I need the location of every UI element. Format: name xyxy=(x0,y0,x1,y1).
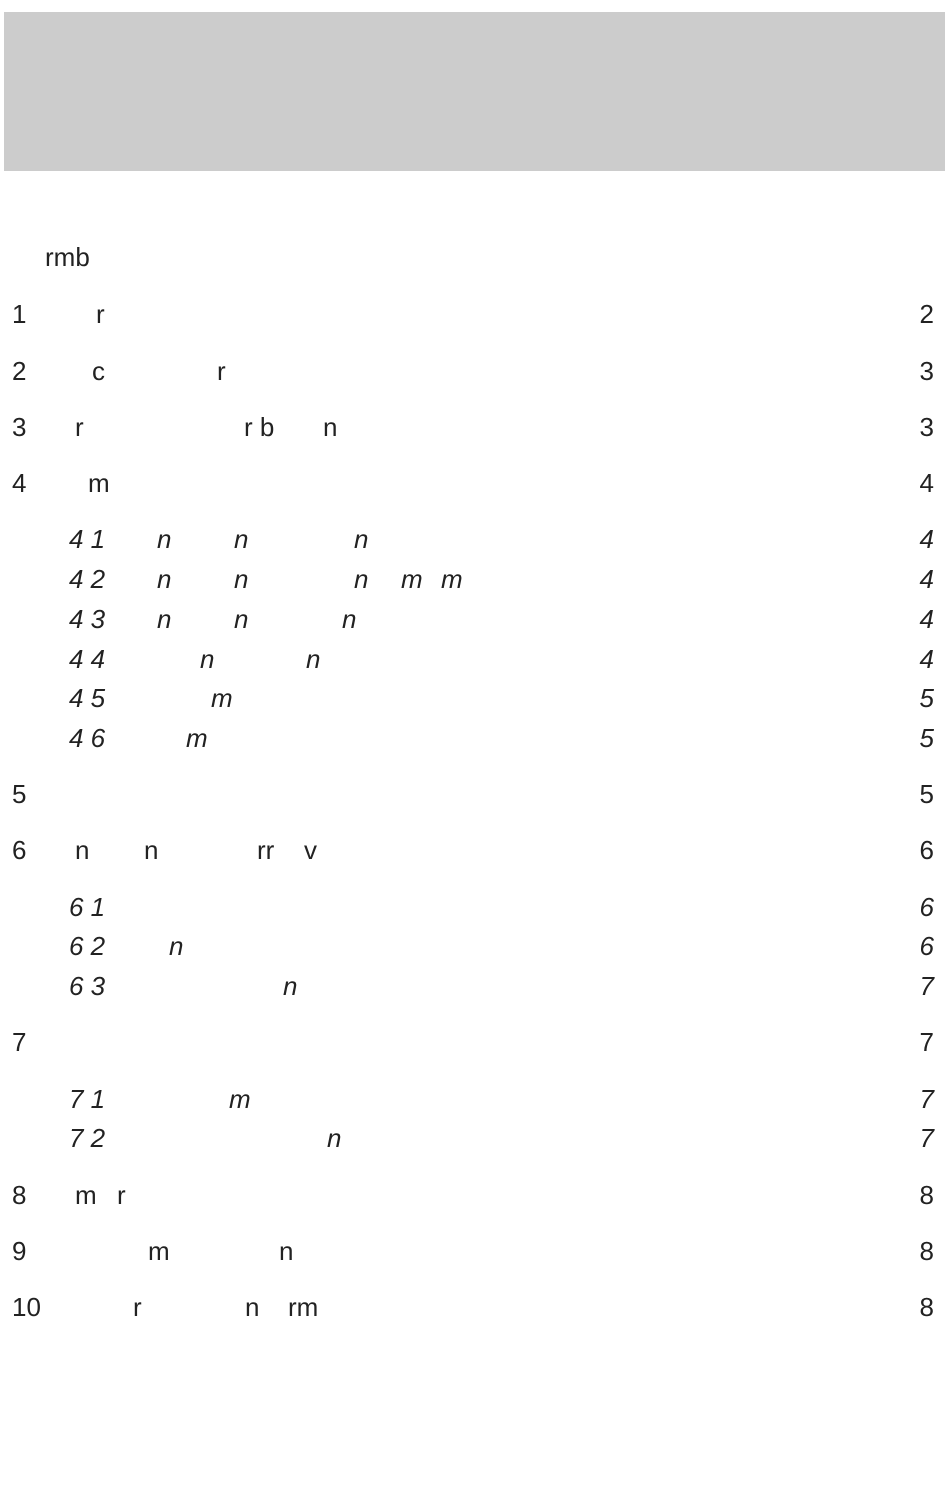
toc-entry[interactable] xyxy=(0,833,950,867)
toc-entry-text: n xyxy=(323,412,338,442)
toc-entry-text: m xyxy=(148,1236,170,1266)
toc-page-number: 4 xyxy=(919,468,934,498)
toc-entry[interactable] xyxy=(0,1178,950,1212)
toc-entry-text: n xyxy=(157,524,172,554)
toc-entry-number: 4 2 xyxy=(69,564,106,594)
toc-entry-text: n xyxy=(306,644,321,674)
toc-page-number: 7 xyxy=(919,1123,934,1153)
toc-entry-number: 7 xyxy=(12,1027,27,1057)
toc-entry-text: n xyxy=(144,835,159,865)
toc-entry-text: m xyxy=(441,564,463,594)
toc-entry-text: r xyxy=(133,1292,142,1322)
toc-page-number: 7 xyxy=(919,971,934,1001)
toc-entry-text: r xyxy=(75,412,84,442)
toc-entry-number: 2 xyxy=(12,356,27,386)
toc-entry-text: n xyxy=(200,644,215,674)
toc-subentry[interactable] xyxy=(0,1121,950,1155)
toc-entry-text: n xyxy=(157,564,172,594)
toc-subentry[interactable] xyxy=(0,681,950,715)
toc-subentry[interactable] xyxy=(0,1082,950,1116)
toc-entry-text: n xyxy=(157,604,172,634)
toc-title: rmb xyxy=(45,242,90,272)
toc-entry-text: c xyxy=(92,356,105,386)
header-band xyxy=(4,12,945,171)
toc-entry-text: r xyxy=(117,1180,126,1210)
toc-entry-text: r xyxy=(217,356,226,386)
toc-entry-number: 4 3 xyxy=(69,604,106,634)
toc-entry[interactable] xyxy=(0,410,950,444)
toc-page-number: 8 xyxy=(919,1292,934,1322)
toc-subentry[interactable] xyxy=(0,890,950,924)
toc-page-number: 2 xyxy=(919,299,934,329)
toc-entry-number: 1 xyxy=(12,299,27,329)
toc-page-number: 8 xyxy=(919,1236,934,1266)
toc-page-number: 6 xyxy=(919,835,934,865)
toc-entry-text: n xyxy=(354,524,369,554)
toc-entry-number: 7 1 xyxy=(69,1084,106,1114)
toc-entry-text: n xyxy=(342,604,357,634)
toc-subentry[interactable] xyxy=(0,522,950,556)
toc-entry-text: n xyxy=(245,1292,260,1322)
toc-page-number: 4 xyxy=(919,604,934,634)
toc-subentry[interactable] xyxy=(0,721,950,755)
toc-entry-text: n xyxy=(234,524,249,554)
toc-entry-text: m xyxy=(211,683,233,713)
toc-entry-number: 6 2 xyxy=(69,931,106,961)
toc-entry-text: n xyxy=(75,835,90,865)
toc-entry-text: n xyxy=(327,1123,342,1153)
toc-subentry[interactable] xyxy=(0,969,950,1003)
toc-entry[interactable] xyxy=(0,1290,950,1324)
toc-subentry[interactable] xyxy=(0,602,950,636)
toc-page-number: 5 xyxy=(919,779,934,809)
toc-entry-text: rm xyxy=(288,1292,319,1322)
toc-entry[interactable] xyxy=(0,1025,950,1059)
toc-page-number: 4 xyxy=(919,564,934,594)
toc-entry-number: 4 5 xyxy=(69,683,106,713)
toc-page-number: 7 xyxy=(919,1027,934,1057)
toc-entry-number: 6 xyxy=(12,835,27,865)
toc-entry-text: n xyxy=(283,971,298,1001)
toc-entry-number: 4 xyxy=(12,468,27,498)
toc-entry-text: n xyxy=(234,604,249,634)
toc-page-number: 8 xyxy=(919,1180,934,1210)
toc-entry-text: n xyxy=(234,564,249,594)
toc-page-number: 4 xyxy=(919,644,934,674)
toc-entry-text: m xyxy=(186,723,208,753)
toc-page-number: 4 xyxy=(919,524,934,554)
toc-entry[interactable] xyxy=(0,297,950,331)
toc-entry-number: 7 2 xyxy=(69,1123,106,1153)
toc-entry-number: 6 3 xyxy=(69,971,106,1001)
toc-entry-text: r b xyxy=(244,412,275,442)
toc-entry-number: 8 xyxy=(12,1180,27,1210)
toc-page-number: 5 xyxy=(919,723,934,753)
toc-entry[interactable] xyxy=(0,1234,950,1268)
toc-entry-number: 4 4 xyxy=(69,644,106,674)
toc-entry[interactable] xyxy=(0,777,950,811)
toc-page-number: 3 xyxy=(919,412,934,442)
toc-entry-number: 9 xyxy=(12,1236,27,1266)
toc-entry-text: m xyxy=(75,1180,97,1210)
toc-entry-text: n xyxy=(279,1236,294,1266)
toc-entry-text: r xyxy=(96,299,105,329)
toc-entry-text: n xyxy=(169,931,184,961)
toc-entry-text: rr xyxy=(257,835,275,865)
toc-entry-text: m xyxy=(229,1084,251,1114)
toc-page-number: 3 xyxy=(919,356,934,386)
toc-subentry[interactable] xyxy=(0,562,950,596)
toc-entry[interactable] xyxy=(0,354,950,388)
toc-page-number: 6 xyxy=(919,892,934,922)
toc-entry-number: 3 xyxy=(12,412,27,442)
toc-page-number: 6 xyxy=(919,931,934,961)
toc-entry-text: m xyxy=(88,468,110,498)
toc-entry-text: m xyxy=(401,564,423,594)
toc-subentry[interactable] xyxy=(0,929,950,963)
toc-entry-number: 4 1 xyxy=(69,524,106,554)
toc-entry-text: n xyxy=(354,564,369,594)
toc-entry[interactable] xyxy=(0,466,950,500)
toc-entry-number: 4 6 xyxy=(69,723,106,753)
toc-page-number: 5 xyxy=(919,683,934,713)
toc-entry-text: v xyxy=(304,835,317,865)
toc-entry-number: 10 xyxy=(12,1292,41,1322)
toc-entry-number: 6 1 xyxy=(69,892,106,922)
toc-subentry[interactable] xyxy=(0,642,950,676)
toc-page-number: 7 xyxy=(919,1084,934,1114)
toc-entry-number: 5 xyxy=(12,779,27,809)
